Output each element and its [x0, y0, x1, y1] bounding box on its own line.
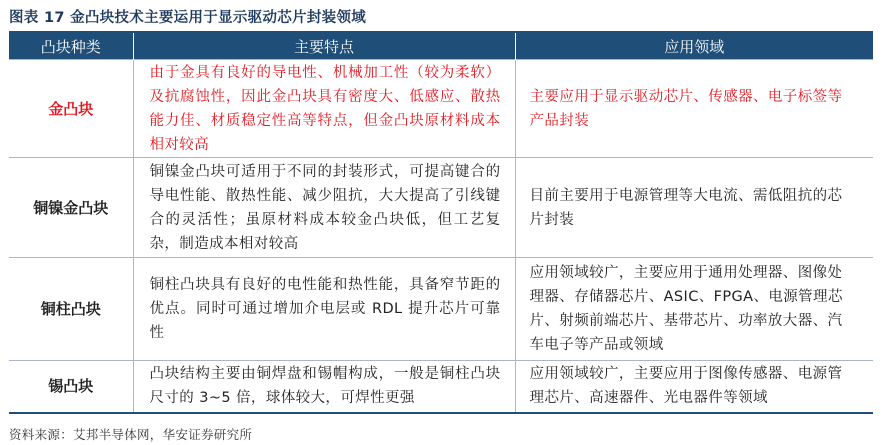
cell-features: 铜柱凸块具有良好的电性能和热性能，具备窄节距的优点。同时可通过增加介电层或 RDL 提升芯片可靠性: [133, 258, 515, 361]
cell-features: 凸块结构主要由铜焊盘和锡帽构成，一般是铜柱凸块尺寸的 3~5 倍，球体较大，可焊性更强: [133, 361, 515, 413]
cell-applications: 主要应用于显示驱动芯片、传感器、电子标签等产品封装: [515, 60, 873, 158]
source-note: 资料来源：艾邦半导体网，华安证券研究所: [9, 427, 253, 442]
bump-comparison-table: [9, 33, 873, 414]
table-header-row: [9, 33, 873, 60]
header-application-field: 应用领域: [515, 33, 873, 60]
table-row-copper-pillar-bump: [9, 258, 873, 361]
figure-title: 图表 17 金凸块技术主要运用于显示驱动芯片封装领域: [9, 10, 367, 26]
table-row-tin-bump: [9, 361, 873, 413]
cell-bump-type: 金凸块: [9, 60, 133, 158]
cell-applications: 应用领域较广，主要应用于通用处理器、图像处理器、存储器芯片、ASIC、FPGA、电源管理芯片、射频前端芯片、基带芯片、功率放大器、汽车电子等产品或领域: [515, 258, 873, 361]
table-row-gold-bump: [9, 60, 873, 158]
cell-features: 铜镍金凸块可适用于不同的封装形式，可提高键合的导电性能、散热性能、减少阻抗，大大提高了引线键合的灵活性；虽原材料成本较金凸块低，但工艺复杂，制造成本相对较高: [133, 158, 515, 258]
cell-bump-type: 铜柱凸块: [9, 258, 133, 361]
header-bump-type: 凸块种类: [9, 33, 133, 60]
cell-bump-type: 锡凸块: [9, 361, 133, 413]
header-main-features: 主要特点: [133, 33, 515, 60]
table-row-copper-nickel-gold-bump: [9, 158, 873, 258]
cell-applications: 目前主要用于电源管理等大电流、需低阻抗的芯片封装: [515, 158, 873, 258]
cell-bump-type: 铜镍金凸块: [9, 158, 133, 258]
cell-features: 由于金具有良好的导电性、机械加工性（较为柔软）及抗腐蚀性，因此金凸块具有密度大、低感应、散热能力佳、材质稳定性高等特点，但金凸块原材料成本相对较高: [133, 60, 515, 158]
cell-applications: 应用领域较广，主要应用于图像传感器、电源管理芯片、高速器件、光电器件等领域: [515, 361, 873, 413]
